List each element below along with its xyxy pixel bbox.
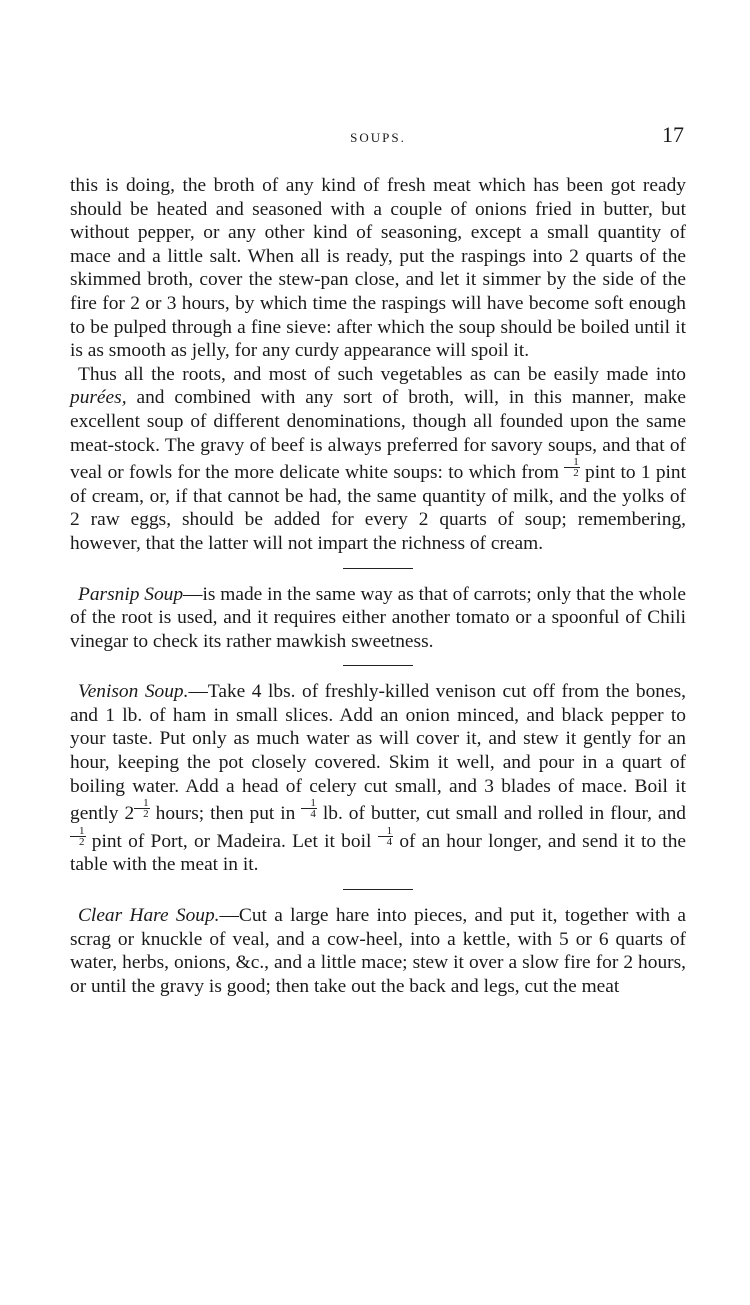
fraction-denominator: 4 <box>310 808 316 821</box>
recipe-text: pint of Port, or Madeira. Let it boil <box>85 830 378 852</box>
recipe-title: Parsnip Soup <box>78 583 184 605</box>
paragraph-text: and combined with any sort of broth, will, in this manner, make excellent soup of different denominations, though all founded upon the same meat-stock. The gravy of beef is always preferred for savory soups, and that of veal or fowls for the more delicate white soups: to which from <box>70 387 686 484</box>
paragraph-continued <box>70 174 686 363</box>
recipe-clear-hare-soup <box>70 904 686 998</box>
fraction-numerator: 1 <box>134 798 150 809</box>
paragraph-text: this is doing, the broth of any kind of fresh meat which has been got ready should be heated and seasoned with a couple of onions fried in butter, but without pepper, or any other kind of seasoning, except a small quantity of mace and a little salt. When all is ready, put the raspings into 2 quarts of the skimmed broth, cover the stew-pan close, and let it simmer by the side of the fire for 2 or 3 hours, by which time the raspings will have become soft enough to be pulped through a fine sieve: after which the soup should be boiled until it is as smooth as jelly, for any curdy appearance will spoil it. <box>70 175 686 362</box>
recipe-title: Venison Soup. <box>78 681 189 703</box>
recipe-title: Clear Hare Soup. <box>78 905 220 927</box>
fraction-numerator: 1 <box>564 457 580 468</box>
fraction-denominator: 2 <box>79 835 85 848</box>
fraction-denominator: 4 <box>386 835 393 848</box>
page-header <box>70 118 686 152</box>
running-head: SOUPS. <box>350 130 406 145</box>
fraction-numerator: 1 <box>378 826 394 837</box>
fraction-denominator: 2 <box>573 467 579 480</box>
fraction-denominator: 2 <box>143 808 149 821</box>
recipe-text: lb. of butter, cut small and rolled in flour, and <box>316 803 686 825</box>
page-number: 17 <box>662 122 684 147</box>
recipe-parsnip-soup <box>70 583 686 654</box>
recipe-text: hours; then put in <box>149 803 302 825</box>
recipe-dash: — <box>183 583 203 605</box>
recipe-text: Take 4 lbs. of freshly-killed venison cut off from the bones, and 1 lb. of ham in small slices. Add an onion minced, and black pepper to your taste. Put only as much water as will cover it, and stew it gently for an hour, keeping the pot closely covered. Skim it well, and pour in a quart of boiling water. Add a head of celery cut small, and 3 blades of mace. Boil it gently 2 <box>70 681 687 825</box>
recipe-dash: — <box>188 681 208 703</box>
book-page <box>70 118 686 998</box>
fraction <box>301 798 317 819</box>
section-divider <box>343 665 413 666</box>
fraction <box>378 826 394 847</box>
fraction <box>70 826 86 847</box>
fraction <box>564 457 580 478</box>
fraction-numerator: 1 <box>301 798 317 809</box>
paragraph-roots <box>70 363 686 556</box>
fraction-numerator: 1 <box>70 826 86 837</box>
paragraph-text: pint to 1 pint of cream, or, if that cannot be had, the same quantity of milk, and the yolks of 2 raw eggs, should be added for every 2 quarts of soup; remembering, however, that the latter will not impart the richness of cream. <box>70 462 686 554</box>
italic-term: purées, <box>70 387 127 409</box>
section-divider <box>343 889 413 890</box>
section-divider <box>343 568 413 569</box>
recipe-text: of an hour longer, and send it to the table with the meat in it. <box>70 830 687 876</box>
recipe-text: is made in the same way as that of carrots; only that the whole of the root is used, and it requires either another tomato or a spoonful of Chili vinegar to check its rather mawkish sweetness. <box>70 583 686 652</box>
recipe-venison-soup <box>70 680 686 877</box>
recipe-text: Cut a large hare into pieces, and put it, together with a scrag or knuckle of veal, and a cow-heel, into a kettle, with 5 or 6 quarts of water, herbs, onions, &c., and a little mace; stew it over a slow fire for 2 hours, or until the gravy is good; then take out the back and legs, cut the meat <box>70 905 687 997</box>
fraction <box>134 798 150 819</box>
paragraph-text: Thus all the roots, and most of such vegetables as can be easily made into <box>78 363 686 385</box>
recipe-dash: — <box>219 905 239 927</box>
